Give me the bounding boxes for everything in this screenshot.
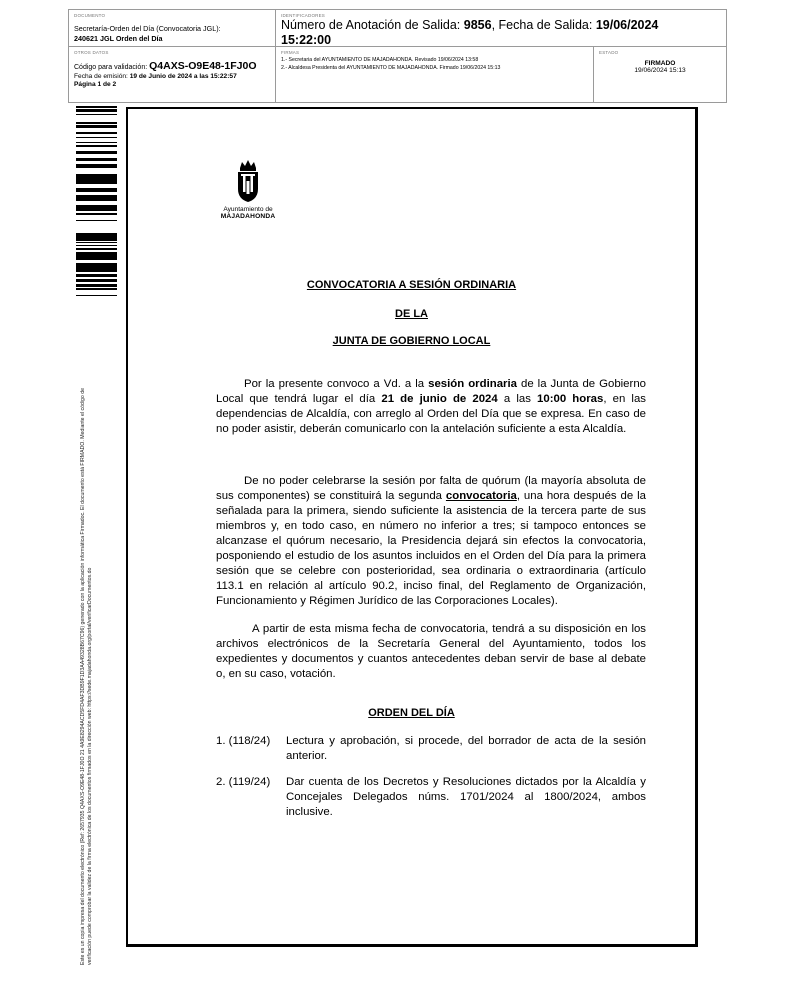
agenda-item-text: Dar cuenta de los Decretos y Resoluciones dictados por la Alcaldía y Concejales Delegados núms. 1701/2024 al 1800/2024, ambos inclusive. <box>286 776 646 818</box>
logo-line1: Ayuntamiento de <box>223 206 273 213</box>
p1-text: de la Junta de Gobierno Local que tendrá lugar el día <box>216 378 646 405</box>
otros-datos-cell <box>69 47 276 102</box>
emission-label: Fecha de emisión: <box>74 73 130 80</box>
firma-item: 2.- Alcaldesa Presidenta del AYUNTAMIENTO DE MAJADAHONDA. Firmado 19/06/2024 15:13 <box>281 65 501 71</box>
p1-text: , en las dependencias de Alcaldía, con arreglo al Orden del Día que se expresa. En caso de no poder asistir, deberán comunicarlo con la antelación suficiente a esta Alcaldía. <box>216 393 646 435</box>
p2-text: De no poder celebrarse la sesión por falta de quórum (la mayoría absoluta de sus componentes) se constituirá la segunda <box>216 475 646 502</box>
document-header <box>68 9 727 103</box>
agenda-item-number: 2. (119/24) <box>216 776 271 788</box>
p1-text: a las <box>497 393 538 405</box>
identificadores-value <box>281 18 721 47</box>
p2-text: , una hora después de la señalada para la primera, siendo suficiente la asistencia de la tercera parte de sus miembros y, en todo caso, en número no inferior a tres; si tampoco entonces se alcanzase el quórum necesario, la Presidencia dejará sin efectos la convocatoria, posponiendo el estudio de los asuntos incluidos en el Orden del Día para la primera sesión que se celebre con posterioridad, sea ordinaria o extraordinaria (artículo 113.1 en relación al artículo 90.2, inciso final, del Reglamento de Organización, Funcionamiento y Régimen Jurídico de las Corporaciones Locales). <box>216 490 646 607</box>
firmas-cell <box>276 47 594 102</box>
document-title-junta: JUNTA DE GOBIERNO LOCAL <box>332 335 491 347</box>
p2-convocatoria: convocatoria <box>445 490 517 502</box>
document-page <box>126 107 698 947</box>
paragraph-convocatoria <box>216 377 646 437</box>
orden-del-dia-heading: ORDEN DEL DÍA <box>368 707 455 719</box>
documento-cell <box>69 10 276 47</box>
p1-sesion-ordinaria: sesión ordinaria <box>428 378 517 390</box>
estado-caption: ESTADO <box>599 50 619 55</box>
agenda-item <box>216 734 646 766</box>
otros-datos-caption: OTROS DATOS <box>74 50 109 55</box>
paragraph-disposicion: A partir de esta misma fecha de convocatoria, tendrá a su disposición en los archivos electrónicos de la Secretaría General del Ayuntamiento, todos los expedientes y documentos y cuantos antecedentes deban servir de base al debate o, en su caso, votación. <box>216 623 646 680</box>
p1-time: 10:00 horas <box>537 393 604 405</box>
hora-salida: 15:22:00 <box>281 33 332 47</box>
p1-date: 21 de junio de 2024 <box>381 393 498 405</box>
validation-label: Código para validación: <box>74 64 150 71</box>
page-number: Página 1 de 2 <box>74 81 117 88</box>
agenda-item-number: 1. (118/24) <box>216 735 271 747</box>
document-title: CONVOCATORIA A SESIÓN ORDINARIA <box>306 279 517 291</box>
fecha-salida: 19/06/2024 <box>595 18 659 32</box>
documento-caption: DOCUMENTO <box>74 13 106 18</box>
verification-side-text <box>80 305 94 965</box>
emission-value: 19 de Junio de 2024 a las 15:22:57 <box>129 73 237 80</box>
estado-cell <box>594 47 726 102</box>
agenda-item <box>216 775 646 822</box>
anotacion-prefix: Número de Anotación de Salida: <box>281 18 464 32</box>
paragraph-quorum <box>216 474 646 609</box>
crest-icon <box>234 159 262 203</box>
estado-label: FIRMADO <box>644 60 676 67</box>
side-text-line2: verificación puede comprobar la validez de la firma electrónica de los documentos firmados en la dirección web: https://sede.majadahonda.org/portal/verificarDocumentos.do <box>87 567 93 965</box>
logo-line2: MAJADAHONDA <box>220 213 276 220</box>
identificadores-caption: IDENTIFICADORES <box>281 13 326 18</box>
documento-line2: 240621 JGL Orden del Día <box>74 34 163 43</box>
city-logo <box>218 159 278 220</box>
estado-date: 19/06/2024 15:13 <box>634 67 686 74</box>
validation-code: Q4AXS-O9E48-1FJ0O <box>149 60 257 72</box>
side-text-line1: Este es un copia impresa del documento electrónico (Ref: 2657935 Q4AXS-O9E48-1FJ0O 21 4A9E8294ACD5FD4AF3DB9F1D3AA49328B67C96) generado con la aplicación informática Firmadoc. El documento está FIRMADO. Mediante el código de <box>80 388 86 965</box>
anotacion-numero: 9856 <box>463 18 492 32</box>
documento-line1: Secretaría-Orden del Día (Convocatoria JGL): <box>74 24 221 33</box>
firma-item: 1.- Secretaria del AYUNTAMIENTO DE MAJADAHONDA. Revisado 19/06/2024 13:58 <box>281 57 479 63</box>
p1-text: Por la presente convoco a Vd. a la <box>244 378 429 390</box>
barcode-image <box>76 106 117 296</box>
document-title-de-la: DE LA <box>395 308 428 320</box>
fecha-prefix: , Fecha de Salida: <box>491 18 596 32</box>
firmas-caption: FIRMAS <box>281 50 300 55</box>
emission-line <box>74 73 270 80</box>
agenda-item-text: Lectura y aprobación, si procede, del borrador de acta de la sesión anterior. <box>286 735 646 762</box>
identificadores-cell <box>276 10 726 47</box>
validation-line <box>74 60 270 72</box>
